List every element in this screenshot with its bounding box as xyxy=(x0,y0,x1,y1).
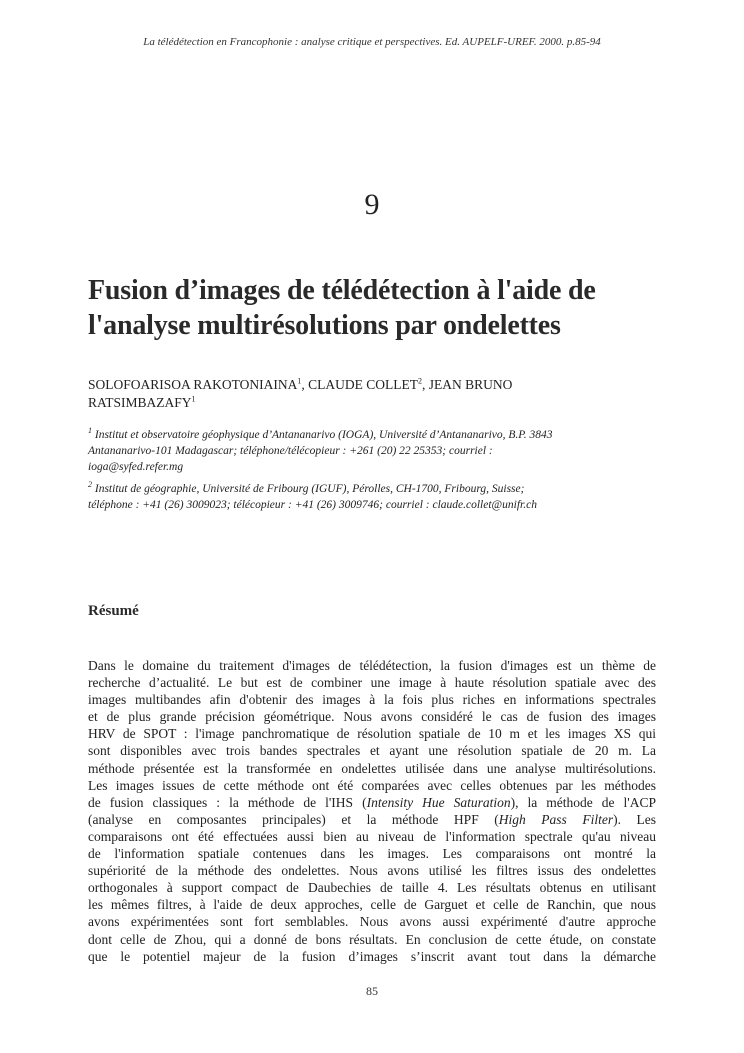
affiliation-marker: 2 xyxy=(88,480,92,490)
paper-title xyxy=(88,273,668,343)
chapter-number: 9 xyxy=(364,188,380,221)
abstract-line: dont celle de Zhou, qui a donné de bons résultats. En conclusion de cette étude, on constate xyxy=(88,931,656,947)
abstract-line: Les images issues de cette méthode ont été comparées avec celles obtenues par les méthodes xyxy=(88,777,656,793)
abstract-line: les mêmes filtres, à l'aide de deux approches, celle de Garguet et celle de Ranchin, que nous xyxy=(88,897,656,913)
affiliation-marker: 2 xyxy=(418,376,422,386)
author-name: JEAN BRUNO xyxy=(428,377,513,392)
italic-term: Intensity Hue Saturation xyxy=(366,794,511,810)
affiliation-marker: 1 xyxy=(88,426,92,436)
abstract-text xyxy=(88,657,656,965)
abstract-line: orthogonales à support compact de Daubechies de taille 4. Les résultats obtenus en utilisant xyxy=(88,880,656,896)
abstract-heading: Résumé xyxy=(88,603,139,619)
abstract-line: recherche d’actualité. Le but est de combiner une image à haute résolution spatiale avec des xyxy=(88,675,656,691)
abstract-line: HRV de SPOT : l'image panchromatique de résolution spatiale de 10 m et les images XS qui xyxy=(88,726,656,742)
title-line: l'analyse multirésolutions par ondelettes xyxy=(88,310,561,341)
author-name: SOLOFOARISOA RAKOTONIAINA xyxy=(88,377,298,392)
author-name: CLAUDE COLLET xyxy=(308,377,418,392)
italic-term: High Pass Filter xyxy=(498,811,614,827)
page-number: 85 xyxy=(366,984,378,998)
abstract-line: méthode présentée est la transformée en ondelettes utilisée dans une analyse multirésolutions. xyxy=(88,760,656,776)
author-list: SOLOFOARISOA RAKOTONIAINA$^1$, CLAUDE COLLET$^2$, JEAN BRUNO RATSIMBAZAFY$^1$ xyxy=(88,376,513,410)
affiliation: $^2$ Institut de géographie, Université de Fribourg (IGUF), Pérolles, CH-1700, Fribourg, Suisse; téléphone : +41 (26) 3009023; télécopieur : +41 (26) 3009746; courriel : claude.collet@unifr.ch xyxy=(88,480,537,511)
abstract-line: que le potentiel majeur de la fusion d’images s’inscrit avant tout dans la démarche xyxy=(88,948,656,964)
abstract-line: avons expérimentées sont fort semblables. Nous avons aussi expérimenté d'autre approche xyxy=(88,914,656,930)
abstract-line: comparaisons ont été effectuées aussi bien au niveau de l'information spectrale qu'au niveau xyxy=(88,828,656,844)
abstract-line: Dans le domaine du traitement d'images de télédétection, la fusion d'images est un thème de xyxy=(88,658,656,673)
abstract-line: de l'information spatiale contenues dans les images. Les comparaisons ont montré la xyxy=(88,846,656,862)
affiliation-marker: 1 xyxy=(297,376,302,386)
abstract-line: de fusion classiques : la méthode de l'IHS (Intensity Hue Saturation), la méthode de l'ACP xyxy=(88,794,656,810)
abstract-line: et de plus grande précision géométrique. Nous avons considéré le cas de fusion des images xyxy=(88,709,656,725)
abstract-line: images multibandes afin d'obtenir des images à la fois plus riches en informations spectrales xyxy=(88,692,656,708)
abstract-line: (analyse en composantes principales) et la méthode HPF (High Pass Filter). Les xyxy=(88,811,656,827)
affiliation: $^1$ Institut et observatoire géophysique d’Antananarivo (IOGA), Université d’Antananarivo, B.P. 3843 Antananarivo-101 Madagascar; téléphone/télécopieur : +261 (20) 22 25353; courriel : ioga@syfed.refer.mg xyxy=(88,426,553,473)
abstract-line: supériorité de la méthode des ondelettes. Nous avons utilisé les filtres issus des ondelettes xyxy=(88,863,656,879)
running-header: La télédétection en Francophonie : analyse critique et perspectives. Ed. AUPELF-UREF. 2000. p.85-94 xyxy=(143,36,601,48)
title-line: Fusion d’images de télédétection à l'aide de xyxy=(88,275,596,306)
abstract-line: sont disponibles avec trois bandes spectrales et ayant une résolution spatiale de 20 m. La xyxy=(88,743,656,759)
affiliation-marker: 1 xyxy=(191,394,196,404)
author-name: RATSIMBAZAFY xyxy=(88,395,192,410)
